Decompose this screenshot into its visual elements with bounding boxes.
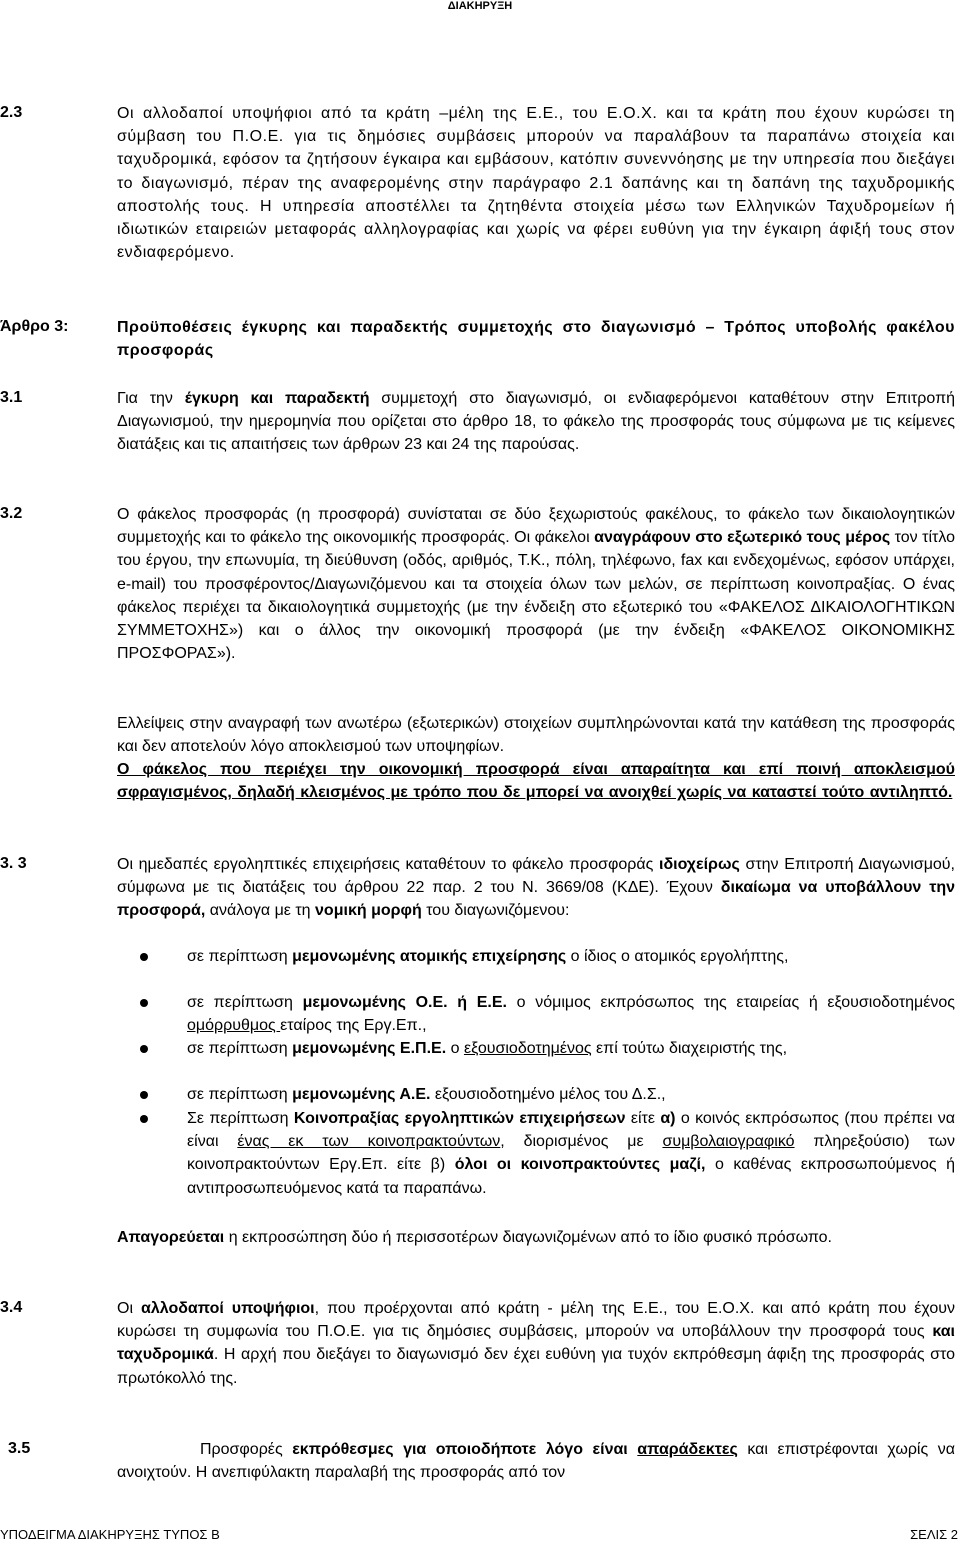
bullet-icon	[140, 953, 148, 961]
section-number-3-1: 3.1	[0, 389, 23, 406]
section-number-3-4: 3.4	[0, 1299, 23, 1316]
section-number-3-2: 3.2	[0, 505, 23, 522]
bullet-icon	[140, 999, 148, 1007]
section-number-3-3: 3. 3	[0, 855, 27, 872]
section-3-3-text: Οι ημεδαπές εργοληπτικές επιχειρήσεις καταθέτουν το φάκελο προσφοράς ιδιοχείρως στην Επιτροπή Διαγωνισμού, σύμφωνα με τις διατάξεις του άρθρου 22 παρ. 2 του Ν. 3669/08 (ΚΔΕ). Έχουν δικαίωμα να υποβάλλουν την προσφορά, ανάλογα με τη νομική μορφή του διαγωνιζόμενου:	[117, 856, 956, 920]
section-3-2-sealed-notice: Ο φάκελος που περιέχει την οικονομική προσφορά είναι απαραίτητα και επί ποινή αποκλεισμού σφραγισμένος, δηλαδή κλεισμένος με τρόπο που δε μπορεί να ανοιχθεί χωρίς να καταστεί τούτο αντιληπτό.	[117, 761, 955, 802]
section-3-4-text: Οι αλλοδαποί υποψήφιοι, που προέρχονται από κράτη - μέλη της Ε.Ε., του Ε.Ο.Χ. και από κράτη που έχουν κυρώσει τη συμφωνία του Π.Ο.Ε. για τις δημόσιες συμβάσεις, μπορούν να υποβάλλουν την προσφορά τους και ταχυδρομικά. Η αρχή που διεξάγει το διαγωνισμό δεν έχει ευθύνη για τυχόν εκπρόθεσμη άφιξη της προσφοράς στο πρωτόκολλό της.	[117, 1300, 956, 1387]
footer-document-title: ΥΠΟΔΕΙΓΜΑ ΔΙΑΚΗΡΥΞΗΣ ΤΥΠΟΣ Β	[0, 1527, 220, 1542]
section-3-5-text: Προσφορές εκπρόθεσμες για οποιοδήποτε λόγο είναι απαράδεκτες και επιστρέφονται χωρίς να ανοιχτούν. Η ανεπιφύλακτη παραλαβή της προσφοράς από τον	[117, 1441, 955, 1482]
article-3-label: Άρθρο 3:	[0, 318, 69, 335]
section-3-2-text: Ο φάκελος προσφοράς (η προσφορά) συνίσταται σε δύο ξεχωριστούς φακέλους, το φάκελο των δικαιολογητικών συμμετοχής και το φάκελο της οικονομικής προσφοράς. Οι φάκελοι αναγράφουν στο εξωτερικό τους μέρος τον τίτλο του έργου, την επωνυμία, τη διεύθυνση (οδός, αριθμός, Τ.Κ., πόλη, τηλέφωνο, fax και ενδεχομένως, εφόσον υπάρχει, e-mail) του προσφέροντος/Διαγωνιζόμενου και τα στοιχεία όλων των μελών, σε περίπτωση κοινοπραξίας. Ο ένας φάκελος περιέχει τα δικαιολογητικά συμμετοχής (με την ένδειξη στο εξωτερικό του «ΦΑΚΕΛΟΣ ΔΙΚΑΙΟΛΟΓΗΤΙΚΩΝ ΣΥΜΜΕΤΟΧΗΣ») και ο άλλος την οικονομική προσφορά (με την ένδειξη «ΦΑΚΕΛΟΣ ΟΙΚΟΝΟΜΙΚΗΣ ΠΡΟΣΦΟΡΑΣ»).	[117, 506, 955, 663]
section-2-3-text: Οι αλλοδαποί υποψήφιοι από τα κράτη –μέλη της Ε.Ε., του Ε.Ο.Χ. και τα κράτη που έχουν κυρώσει τη σύμβαση του Π.Ο.Ε. για τις δημόσιες συμβάσεις μπορούν να παραλάβουν τα παραπάνω στοιχεία και ταχυδρομικά, εφόσον τα ζητήσουν έγκαιρα και εμβάσουν, κατόπιν συνεννόησης με την υπηρεσία που διεξάγει το διαγωνισμό, πέραν της αναφερομένης στην παράγραφο 2.1 δαπάνης και τη δαπάνη της ταχυδρομικής αποστολής τους. Η υπηρεσία αποστέλλει τα ζητηθέντα στοιχεία μέσω των Ελληνικών Ταχυδρομείων ή ιδιωτικών εταιρειών μεταφοράς αλληλογραφίας και χωρίς να φέρει ευθύνη για την έγκαιρη άφιξή τους στον ενδιαφερόμενο.	[117, 105, 955, 262]
bullet-icon	[140, 1115, 148, 1123]
list-item: σε περίπτωση μεμονωμένης Ο.Ε. ή Ε.Ε. ο νόμιμος εκπρόσωπος της εταιρείας ή εξουσιοδοτημένος ομόρρυθμος εταίρος της Εργ.Επ.,	[187, 994, 955, 1035]
section-3-1-text: Για την έγκυρη και παραδεκτή συμμετοχή στο διαγωνισμό, οι ενδιαφερόμενοι καταθέτουν στην Επιτροπή Διαγωνισμού, την ημερομηνία που ορίζεται στο άρθρο 18, το φάκελο της προσφοράς τους σύμφωνα με τις κείμενες διατάξεις και τις απαιτήσεις των άρθρων 23 και 24 της παρούσας.	[117, 390, 956, 454]
list-item: σε περίπτωση μεμονωμένης Ε.Π.Ε. ο εξουσιοδοτημένος επί τούτω διαχειριστής της,	[187, 1040, 788, 1057]
list-item: σε περίπτωση μεμονωμένης Α.Ε. εξουσιοδοτημένο μέλος του Δ.Σ.,	[187, 1086, 666, 1103]
list-item: σε περίπτωση μεμονωμένης ατομικής επιχείρησης ο ίδιος ο ατομικός εργολήπτης,	[187, 948, 789, 965]
list-item: Σε περίπτωση Κοινοπραξίας εργοληπτικών επιχειρήσεων είτε α) ο κοινός εκπρόσωπος (που πρέπει να είναι ένας εκ των κοινοπρακτούντων, διορισμένος με συμβολαιογραφικό πληρεξούσιο) των κοινοπρακτούντων Εργ.Επ. είτε β) όλοι οι κοινοπρακτούντες μαζί, ο καθένας εκπροσωπούμενος ή αντιπροσωπευόμενος κατά τα παραπάνω.	[187, 1110, 956, 1197]
bullet-icon	[140, 1091, 148, 1099]
section-3-2-deficiencies: Ελλείψεις στην αναγραφή των ανωτέρω (εξωτερικών) στοιχείων συμπληρώνονται κατά την κατάθεση της προσφοράς και δεν αποτελούν λόγο αποκλεισμού των υποψηφίων.	[117, 715, 955, 756]
bullet-icon	[140, 1045, 148, 1053]
section-number-3-5: 3.5	[8, 1440, 31, 1457]
section-3-3-prohibition: Απαγορεύεται η εκπροσώπηση δύο ή περισσοτέρων διαγωνιζομένων από το ίδιο φυσικό πρόσωπο.	[117, 1229, 832, 1246]
footer-page-number: ΣΕΛΙΣ 2	[910, 1527, 958, 1542]
section-number-2-3: 2.3	[0, 104, 23, 121]
article-3-title: Προϋποθέσεις έγκυρης και παραδεκτής συμμετοχής στο διαγωνισμό – Τρόπος υποβολής φακέλου προσφοράς	[117, 319, 955, 360]
page-header: ΔΙΑΚΗΡΥΞΗ	[447, 0, 513, 12]
